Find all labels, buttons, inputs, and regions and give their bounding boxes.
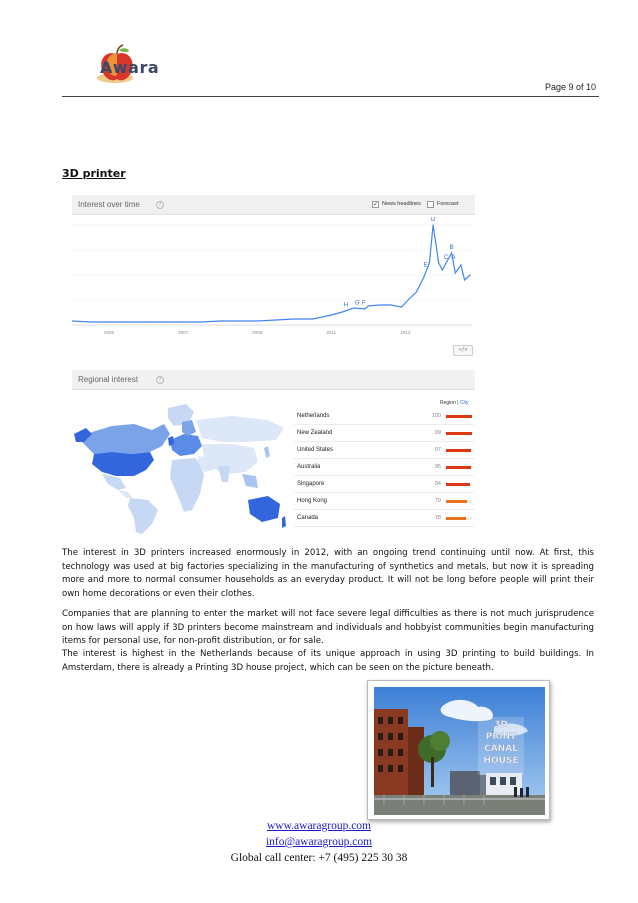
- region-row[interactable]: [294, 493, 474, 510]
- data-point: [379, 304, 380, 305]
- map-south-america: [128, 498, 158, 534]
- data-point: [331, 314, 332, 315]
- data-point: [464, 279, 465, 280]
- data-point: [342, 311, 343, 312]
- data-point: [460, 264, 461, 265]
- region-row[interactable]: [294, 459, 474, 476]
- regional-interest-title: Regional interest: [78, 375, 139, 384]
- x-tick-label: 2007: [178, 330, 189, 335]
- email-link[interactable]: info@awaragroup.com: [265, 836, 373, 848]
- city-toggle-option[interactable]: City: [459, 400, 469, 406]
- map-scandinavia: [182, 420, 196, 436]
- data-point: [90, 321, 91, 322]
- data-point: [238, 320, 239, 321]
- annotation-marker[interactable]: B: [449, 245, 454, 251]
- region-row[interactable]: [294, 510, 474, 527]
- map-russia: [196, 416, 284, 442]
- region-bar-track: [446, 500, 472, 503]
- region-value: 79: [434, 498, 441, 504]
- sign-line-3d: 3D: [494, 720, 508, 730]
- data-point: [401, 306, 402, 307]
- region-bar: [446, 415, 472, 418]
- region-name: Canada: [297, 515, 319, 521]
- data-point: [429, 262, 430, 263]
- world-map: [72, 394, 287, 534]
- x-tick-label: 2009: [252, 330, 263, 335]
- region-row[interactable]: [294, 476, 474, 493]
- data-point: [353, 307, 354, 308]
- map-africa: [170, 458, 204, 512]
- data-point: [201, 321, 202, 322]
- header-divider: [62, 96, 599, 97]
- data-point: [275, 319, 276, 320]
- footer-call-center: Global call center: +7 (495) 225 30 38: [230, 852, 408, 864]
- photo-image: [374, 687, 545, 815]
- x-tick-label: 2011: [326, 330, 337, 335]
- data-point: [183, 321, 184, 322]
- annotation-marker[interactable]: C: [443, 255, 449, 261]
- map-central-america: [118, 490, 132, 498]
- data-point: [442, 269, 443, 270]
- region-bar-track: [446, 415, 472, 418]
- interest-over-time-panel: [72, 195, 475, 360]
- region-bar: [446, 517, 466, 520]
- data-point: [423, 276, 424, 277]
- annotation-marker[interactable]: D: [430, 217, 436, 223]
- data-point: [145, 321, 146, 322]
- data-point: [312, 318, 313, 319]
- region-value: 99: [434, 430, 441, 436]
- map-canada: [82, 424, 170, 454]
- region-name: Singapore: [297, 481, 325, 487]
- section-title: 3D printer: [62, 167, 126, 180]
- annotation-marker[interactable]: A: [451, 255, 456, 261]
- region-city-toggle[interactable]: Region | City: [440, 400, 469, 406]
- regional-interest-panel: [72, 370, 475, 535]
- data-point: [108, 321, 109, 322]
- website-link[interactable]: www.awaragroup.com: [267, 820, 371, 832]
- regional-interest-header: [72, 370, 475, 390]
- embed-button[interactable]: </>: [453, 345, 473, 356]
- data-point: [368, 305, 369, 306]
- region-bar: [446, 449, 471, 452]
- news-headlines-label: News headlines: [382, 201, 421, 207]
- x-tick-label: 2005: [104, 330, 115, 335]
- annotation-marker[interactable]: G: [354, 300, 360, 307]
- paragraph-legal: Companies that are planning to enter the market will not face severe legal difficulties as there is not much jurisprudence on how laws will apply if 3D printers become mainstream and individuals and hobbyist communities begin manufacturing items for personal use, for non-profit distribution, or for sale.: [62, 609, 594, 647]
- interest-over-time-title: Interest over time: [78, 200, 140, 209]
- footer-email[interactable]: [0, 836, 638, 848]
- data-point: [408, 298, 409, 299]
- data-point: [257, 320, 258, 321]
- region-toggle-option[interactable]: Region: [440, 400, 456, 406]
- region-row[interactable]: [294, 425, 474, 442]
- region-value: 78: [434, 515, 441, 521]
- region-name: Hong Kong: [297, 498, 328, 504]
- data-point: [455, 272, 456, 273]
- map-europe: [170, 434, 202, 456]
- map-mexico: [102, 474, 126, 490]
- map-india: [218, 466, 230, 482]
- data-point: [390, 304, 391, 305]
- data-point: [451, 252, 452, 253]
- sign-line-canal: CANAL: [484, 744, 518, 754]
- data-point: [127, 321, 128, 322]
- data-point: [416, 291, 417, 292]
- forecast-label: Forecast: [437, 201, 459, 207]
- annotation-marker[interactable]: H: [343, 302, 349, 309]
- region-name: United States: [297, 447, 334, 453]
- map-japan: [264, 446, 270, 458]
- region-bar: [446, 432, 472, 435]
- region-bar-track: [446, 517, 472, 520]
- interest-over-time-chart: [72, 217, 475, 342]
- region-bar-track: [446, 449, 472, 452]
- annotation-marker[interactable]: F: [362, 300, 366, 307]
- region-bar: [446, 466, 471, 469]
- help-icon[interactable]: ?: [156, 376, 164, 384]
- 3d-print-canal-house-photo: [367, 680, 550, 820]
- region-value: 95: [434, 464, 441, 470]
- region-value: 94: [434, 481, 441, 487]
- logo-wordmark: Awara: [100, 58, 160, 77]
- news-headlines-checkbox[interactable]: ✓: [373, 201, 379, 208]
- paragraph-interest-trend: The interest in 3D printers increased enormously in 2012, with an ongoing trend continuing until now. At first, this technology was used at big factories specializing in the manufacturing of synthetics and metals, but now it is spreading more and more to normal consumer households as an everyday product. It will not be long before people will print their own home decorations or even their clothes.: [62, 548, 594, 599]
- annotation-marker[interactable]: E: [423, 262, 428, 269]
- map-new-zealand: [282, 516, 286, 528]
- region-value: 100: [431, 413, 441, 419]
- interest-over-time-header: [72, 195, 475, 215]
- region-row[interactable]: [294, 442, 474, 459]
- sign-line-house: HOUSE: [483, 756, 519, 766]
- data-point: [364, 308, 365, 309]
- help-icon[interactable]: ?: [156, 201, 164, 209]
- map-se-asia: [242, 474, 258, 488]
- page-number: Page 9 of 10: [544, 82, 596, 92]
- map-australia: [248, 496, 280, 522]
- region-bar: [446, 483, 470, 486]
- data-point: [438, 262, 439, 263]
- data-point: [433, 224, 434, 225]
- forecast-checkbox[interactable]: [427, 201, 434, 208]
- data-point: [294, 318, 295, 319]
- x-tick-label: 2013: [400, 330, 411, 335]
- region-value: 97: [434, 447, 441, 453]
- region-bar-track: [446, 483, 472, 486]
- data-point: [220, 320, 221, 321]
- sign-line-print: PRINT: [485, 732, 517, 742]
- region-name: Netherlands: [297, 413, 330, 419]
- footer-website[interactable]: [0, 820, 638, 832]
- region-bar: [446, 500, 467, 503]
- paragraph-netherlands: The interest is highest in the Netherlands because of its unique approach in using 3D printing to build buildings. In Amsterdam, there is already a Printing 3D house project, which can be seen on the picture beneath.: [62, 649, 594, 673]
- data-point: [470, 274, 471, 275]
- region-bar-track: [446, 432, 472, 435]
- region-bar-track: [446, 466, 472, 469]
- region-name: New Zealand: [297, 430, 333, 436]
- data-point: [445, 262, 446, 263]
- region-name: Australia: [297, 464, 321, 470]
- region-row[interactable]: [294, 408, 474, 425]
- series-line: [72, 225, 470, 322]
- data-point: [164, 321, 165, 322]
- map-usa: [92, 452, 154, 476]
